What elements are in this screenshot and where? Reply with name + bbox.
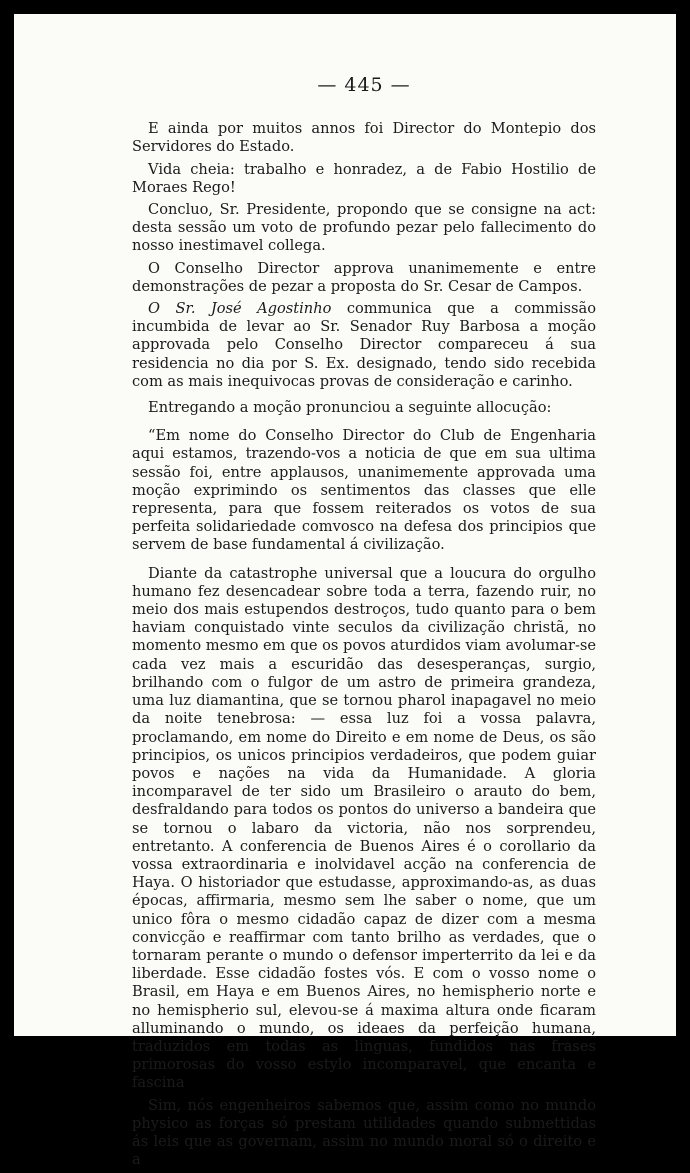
paragraph-4: O Conselho Director approva unanimemente e entre demonstrações de pezar a proposta do Sr. Cesar de Campos.: [132, 259, 596, 295]
quote-paragraph-2: Diante da catastrophe universal que a loucura do orgulho humano fez desencadear sobre toda a terra, fazendo ruir, no meio dos mais estupendos destroços, tudo quanto para o bem haviam conquistado vinte seculos da civilização christã, no momento mesmo em que os povos aturdidos viam avolumar-se cada vez mais a escuridão das desesperanças, surgio, brilhando com o fulgor de um astro de primeira grandeza, uma luz diamantina, que se tornou pharol inapagavel no meio da noite tenebrosa: — essa luz foi a vossa palavra, proclamando, em nome do Direito e em nome de Deus, os são principios, os unicos principios verdadeiros, que podem guiar povos e nações na vida da Humanidade. A gloria incomparavel de ter sido um Brasileiro o arauto do bem, desfraldando para todos os pontos do universo a bandeira que se tornou o labaro da victoria, não nos sorprendeu, entretanto. A conferencia de Buenos Aires é o corollario da vossa extraordinaria e inolvidavel acção na conferencia de Haya. O historiador que estudasse, approximando-as, as duas épocas, affirmaria, mesmo sem lhe saber o nome, que um unico fôra o mesmo cidadão capaz de dizer com a mesma convicção e reaffirmar com tanto brilho as verdades, que o tornaram perante o mundo o defensor imperterrito da lei e da liberdade. Esse cidadão fostes vós. E com o vosso nome o Brasil, em Haya e em Buenos Aires, no hemispherio norte e no hemispherio sul, elevou-se á maxima altura onde ficaram alluminando o mundo, os ideaes da perfeição humana, traduzidos em todas as linguas, fundidos nas frases primorosas do vosso estylo incomparavel, que encanta e fascina: [132, 564, 597, 1092]
quote-paragraph-1: “Em nome do Conselho Director do Club de Engenharia aqui estamos, trazendo-vos a noticia de que em sua ultima sessão foi, entre applausos, unanimemente approvada uma moção exprimindo os sentimentos das classes que elle representa, para que fossem reiterados os votos de sua perfeita solidariedade comvosco na defesa dos principios que servem de base fundamental á civilização.: [132, 427, 596, 554]
paragraph-6: Entregando a moção pronunciou a seguinte allocução:: [148, 399, 552, 417]
document-page: [14, 14, 676, 1169]
paragraph-3: Concluo, Sr. Presidente, propondo que se consigne na act: desta sessão um voto de profundo pezar pelo fallecimento do nosso inestimavel collega.: [132, 201, 596, 255]
paragraph-2: Vida cheia: trabalho e honradez, a de Fabio Hostilio de Moraes Rego!: [132, 160, 596, 196]
paragraph-5: [132, 300, 596, 391]
quote-paragraph-3: Sim, nós engenheiros sabemos que, assim como no mundo physico as forças só prestam utilidades quando submettidas ás leis que as governam, assim no mundo moral só o direito e a: [132, 1096, 596, 1169]
page-number: — 445 —: [317, 74, 411, 96]
paragraph-1: E ainda por muitos annos foi Director do Montepio dos Servidores do Estado.: [132, 120, 596, 156]
speaker-name: O Sr. José Agostinho: [148, 300, 332, 318]
page-text-column: [132, 14, 596, 1173]
paragraph-5-text: communica que a commissão incumbida de levar ao Sr. Senador Ruy Barbosa a moção approvada pelo Conselho Director compareceu á sua residencia no dia por S. Ex. designado, tendo sido recebida com as mais inequivocas provas de consideração e carinho.: [132, 300, 596, 390]
